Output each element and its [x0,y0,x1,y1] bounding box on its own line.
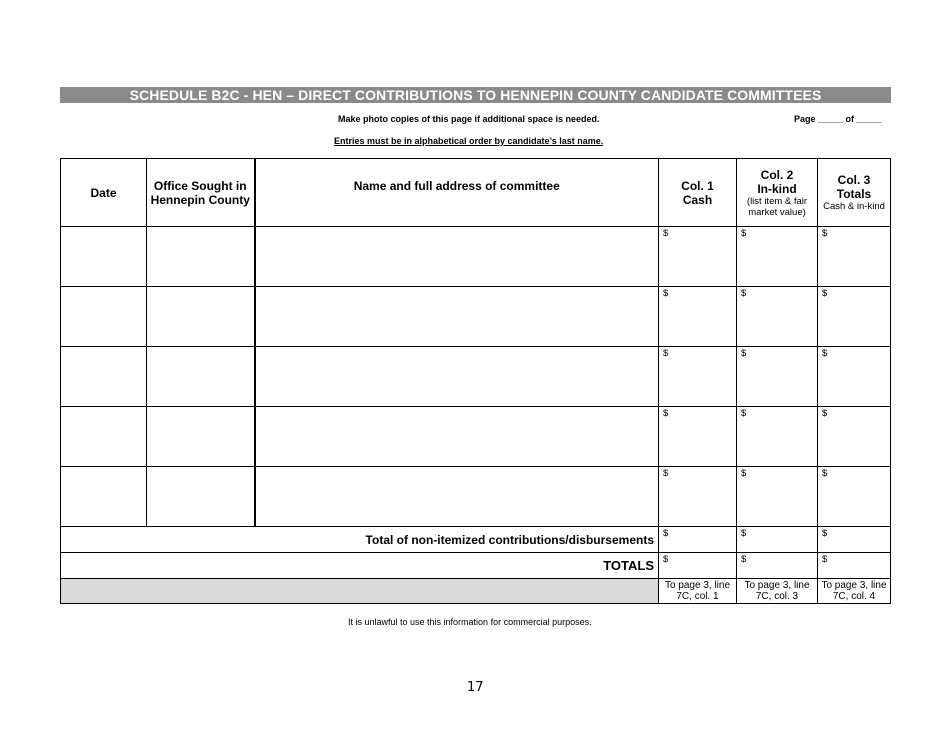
table-row [61,467,891,527]
inkind-cell[interactable] [737,227,818,287]
cash-cell[interactable] [659,407,737,467]
totals-label: TOTALS [61,553,659,579]
reference-row [61,579,891,604]
office-cell[interactable] [147,467,255,527]
dollar-sign: $ [741,468,747,479]
nonitemized-cash-cell[interactable] [659,527,737,553]
dollar-sign: $ [822,408,828,419]
col2-header: Col. 2 In-kind (list item & fair market value) [737,159,818,227]
page-number: 17 [467,680,484,695]
office-cell[interactable] [147,407,255,467]
office-cell[interactable] [147,347,255,407]
nonitemized-total-cell[interactable] [818,527,891,553]
totals-row [61,553,891,579]
dollar-sign: $ [741,528,747,539]
col1-reference: To page 3, line 7C, col. 1 [659,579,737,604]
commercial-use-disclaimer: It is unlawful to use this information for commercial purposes. [348,617,592,627]
date-cell[interactable] [61,227,147,287]
dollar-sign: $ [663,528,669,539]
dollar-sign: $ [822,228,828,239]
totals-cash-cell[interactable] [659,553,737,579]
inkind-cell[interactable] [737,407,818,467]
date-cell[interactable] [61,407,147,467]
dollar-sign: $ [663,554,669,565]
total-cell[interactable] [818,347,891,407]
dollar-sign: $ [822,288,828,299]
office-cell[interactable] [147,227,255,287]
name-address-header: Name and full address of committee [255,159,659,227]
nonitemized-total-row [61,527,891,553]
dollar-sign: $ [663,228,669,239]
table-header-row [61,159,891,227]
office-header: Office Sought in Hennepin County [147,159,255,227]
dollar-sign: $ [741,288,747,299]
date-cell[interactable] [61,287,147,347]
dollar-sign: $ [822,468,828,479]
dollar-sign: $ [741,348,747,359]
contributions-table [60,158,891,604]
cash-cell[interactable] [659,227,737,287]
alphabetical-order-note: Entries must be in alphabetical order by candidate’s last name. [334,136,604,146]
cash-cell[interactable] [659,287,737,347]
total-cell[interactable] [818,407,891,467]
dollar-sign: $ [663,348,669,359]
table-row [61,287,891,347]
dollar-sign: $ [741,408,747,419]
date-header: Date [61,159,147,227]
col1-header: Col. 1 Cash [659,159,737,227]
totals-inkind-cell[interactable] [737,553,818,579]
dollar-sign: $ [663,408,669,419]
photo-copies-note: Make photo copies of this page if additional space is needed. [338,114,600,124]
schedule-title: SCHEDULE B2C - HEN – DIRECT CONTRIBUTIONS TO HENNEPIN COUNTY CANDIDATE COMMITTEES [60,87,891,103]
name-address-cell[interactable] [255,227,659,287]
totals-total-cell[interactable] [818,553,891,579]
name-address-cell[interactable] [255,347,659,407]
cash-cell[interactable] [659,467,737,527]
date-cell[interactable] [61,467,147,527]
shaded-cell [61,579,659,604]
inkind-cell[interactable] [737,287,818,347]
dollar-sign: $ [822,528,828,539]
col2-reference: To page 3, line 7C, col. 3 [737,579,818,604]
name-address-cell[interactable] [255,407,659,467]
dollar-sign: $ [741,554,747,565]
col3-header: Col. 3 Totals Cash & in-kind [818,159,891,227]
dollar-sign: $ [822,554,828,565]
dollar-sign: $ [663,288,669,299]
dollar-sign: $ [822,348,828,359]
page-of-field[interactable]: Page _____ of _____ [794,114,882,124]
cash-cell[interactable] [659,347,737,407]
dollar-sign: $ [663,468,669,479]
inkind-cell[interactable] [737,467,818,527]
total-cell[interactable] [818,287,891,347]
date-cell[interactable] [61,347,147,407]
name-address-cell[interactable] [255,467,659,527]
total-cell[interactable] [818,227,891,287]
nonitemized-total-label: Total of non-itemized contributions/disbursements [61,527,659,553]
table-row [61,227,891,287]
col3-reference: To page 3, line 7C, col. 4 [818,579,891,604]
dollar-sign: $ [741,228,747,239]
inkind-cell[interactable] [737,347,818,407]
table-row [61,407,891,467]
office-cell[interactable] [147,287,255,347]
nonitemized-inkind-cell[interactable] [737,527,818,553]
table-row [61,347,891,407]
name-address-cell[interactable] [255,287,659,347]
total-cell[interactable] [818,467,891,527]
